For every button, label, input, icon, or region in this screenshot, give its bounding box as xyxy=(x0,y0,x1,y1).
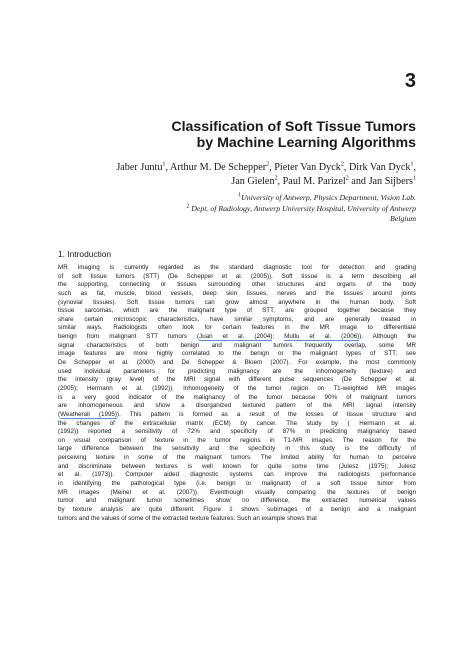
author-affiliation-marker: 2 xyxy=(340,161,344,168)
author-line xyxy=(16,175,416,189)
citation-link[interactable]: Juan et al. (2004) xyxy=(199,333,273,341)
citation-link[interactable]: Weatherall (1995) xyxy=(60,410,117,418)
affiliation-text: Dept. of Radiology, Antwerp University Hospital, University of Antwerp xyxy=(189,203,416,213)
body-line: tumor and malignant tumor sometimes show no difference, the extracted numerical values xyxy=(58,497,416,505)
author-name: Jan Gielen xyxy=(231,176,275,187)
chapter-number: 3 xyxy=(404,70,416,92)
author-separator: , xyxy=(269,162,275,173)
body-line: benign from malignant STT tumors (Juan et al. (2004); Mutlu et al. (2006)). Although the xyxy=(58,333,417,341)
body-line: et al. (1973)). Computer aided diagnostic systems can improve the radiologists performance xyxy=(58,471,416,479)
body-line: and discriminate between textures is well known for quite some time (Julesz (1975); Julesz xyxy=(58,462,416,470)
body-line: signal characteristics of both benign and malignant tumors frequently overlap, some MR xyxy=(58,341,416,349)
body-line: (1992)) reported a sensitivity of 72% and specificity of 87% in predicting malignancy based xyxy=(58,428,416,436)
author-separator: and xyxy=(348,176,369,187)
citation-link[interactable]: Mutlu et al. (2006) xyxy=(284,333,360,341)
title-line: by Machine Learning Algorithms xyxy=(196,135,416,151)
title-line: Classification of Soft Tissue Tumors xyxy=(171,119,416,135)
author-name: Paul M. Parizel xyxy=(282,176,346,187)
body-line: De Schepper et al. (2000) and De Schepper & Bloem (2007). For example, the most commonly xyxy=(58,359,416,367)
body-line: the intensity (gray level) of the MRI signal with different pulse sequences (De Schepper et al. xyxy=(58,376,416,384)
body-line: of soft tissue tumors (STT) (De Schepper et al. (2005)). Soft tissue is a term describing all xyxy=(58,272,416,280)
body-line: (synovial tissues). Soft tissue tumors can grow almost anywhere in the human body. Soft xyxy=(58,298,416,306)
author-line xyxy=(16,161,416,175)
body-line: tumors and the values of some of the extracted texture features. Such an example shows that xyxy=(58,514,317,522)
body-line: similar ways. Radiologists often look for certain features in the MR image to differentiate xyxy=(58,324,416,332)
body-line: MR images (Meinel et al. (2007)). Eventhough visually comparing the textures of benign xyxy=(58,488,416,496)
author-separator: , xyxy=(277,176,283,187)
author-list xyxy=(16,161,416,189)
author-name: Arthur M. De Schepper xyxy=(169,162,267,173)
author-affiliation-marker: 2 xyxy=(266,161,270,168)
body-line: the changes of the extracellular matrix (ECM) by cancer. The study by ( Hermann et al. xyxy=(58,419,416,427)
body-line: perceiving texture in some of the malignant tumors. The limited ability for human to perceive xyxy=(58,454,416,462)
author-affiliation-marker: 1 xyxy=(162,161,166,168)
chapter-title xyxy=(36,119,416,151)
affiliation-text: University of Antwerp, Physics Department, Vision Lab. xyxy=(241,193,416,202)
author-affiliation-marker: 1 xyxy=(410,161,414,168)
body-line: such as fat, muscle, blood vessels, deep skin tissues, nerves and the tissues around joints xyxy=(58,289,416,297)
affiliation-1 xyxy=(16,193,416,204)
author-affiliation-marker: 2 xyxy=(274,175,278,182)
section-heading: 1. Introduction xyxy=(58,249,112,259)
body-line: MR imaging is currently regarded as the standard diagnostic tool for detection and grading xyxy=(58,264,416,271)
body-line: in identifying the pathological type (i.e. benign or malignant) of a soft tissue tumor from xyxy=(58,480,416,488)
author-separator: , xyxy=(165,162,170,173)
body-line: tissue sarcomas, which are the malignant type of STT, are grouped together because they xyxy=(58,307,416,315)
body-line: is a very good indicator of the malignancy of the tumor because 90% of malignant tumors xyxy=(58,393,416,401)
affiliation-2 xyxy=(16,204,416,215)
affiliation-marker: 1 xyxy=(238,192,242,199)
author-separator: , xyxy=(343,162,349,173)
author-name: Pieter Van Dyck xyxy=(274,162,341,173)
author-name: Jan Sijbers xyxy=(368,176,413,187)
body-line: (Weatherall (1995)). This pattern is formed as a result of the losses of tissue structure and xyxy=(58,410,416,418)
author-affiliation-marker: 2 xyxy=(345,175,349,182)
body-line: (2005); Hermann et al. (1992)). Inhomogeneity of the tumor region on T1-weighted MR images xyxy=(58,384,416,392)
body-line: large difference between the sensitivity and the specificity in this study is the difficulty of xyxy=(58,445,416,453)
body-line: the supporting, connecting or tissues surrounding other structures and organs of the body xyxy=(58,281,416,289)
author-name: Jaber Juntu xyxy=(116,162,163,173)
body-line: used individual parameters for predicting malignancy are the inhomogeneity (texture) and xyxy=(58,367,416,375)
affiliation-country: Belgium xyxy=(390,214,416,223)
affiliations xyxy=(16,193,416,225)
author-name: Dirk Van Dyck xyxy=(348,162,411,173)
author-separator: , xyxy=(413,162,416,173)
body-line: share certain microscopic characteristics, have similar symptoms, and are generally treated in xyxy=(58,315,416,323)
body-line: on visual comparison of texture in the tumor regions in T1-MR images. The reason for the xyxy=(58,436,416,444)
author-affiliation-marker: 1 xyxy=(413,175,416,182)
introduction-body xyxy=(58,264,416,523)
body-line: image features are more highly correlated to the benign or the malignant types of STT, see xyxy=(58,350,416,358)
body-line: by texture analysis are quite different. Figure 1 shows subimages of a benign and a malignant xyxy=(58,505,416,513)
affiliation-marker: 2 xyxy=(186,202,190,209)
body-line: are inhomogeneous and show a disorganized textured pattern of the MRI signal intensity xyxy=(58,402,416,410)
